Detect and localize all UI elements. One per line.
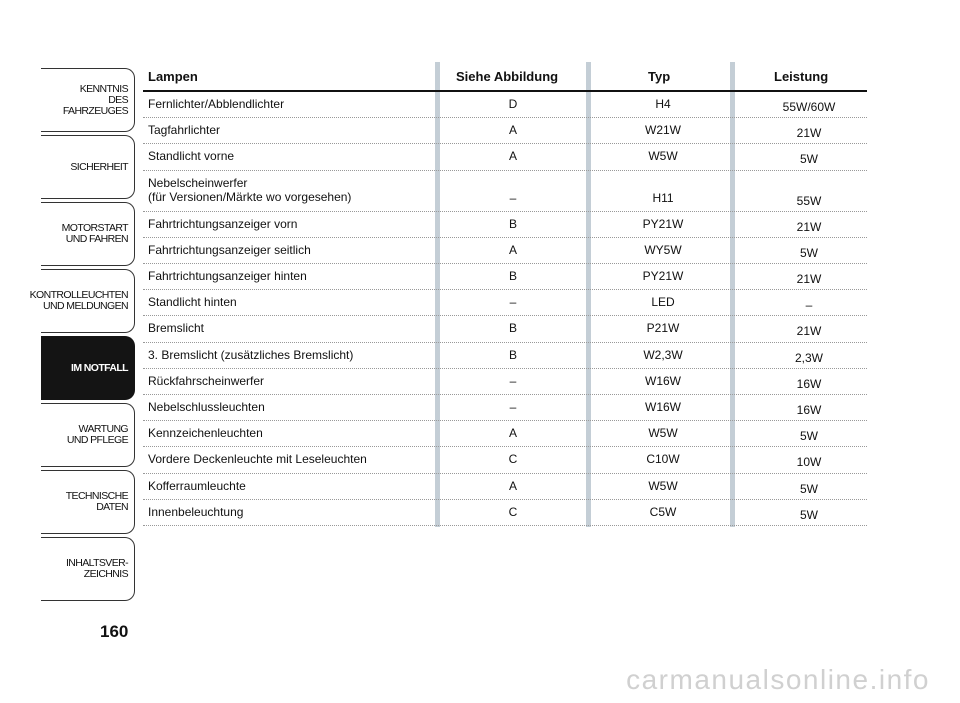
lamp-type: W16W bbox=[645, 400, 681, 414]
figure-ref: B bbox=[508, 216, 517, 231]
lamp-name: Fernlichter/Abblendlichter bbox=[148, 97, 285, 111]
tab-sicherheit[interactable]: SICHERHEIT bbox=[41, 135, 135, 199]
lamp-power: 10W bbox=[796, 455, 822, 470]
table-row bbox=[143, 211, 867, 238]
lamp-power: 5W bbox=[800, 245, 818, 260]
lamp-type: W16W bbox=[645, 373, 681, 388]
lamp-name: Fahrtrichtungsanzeiger vorn bbox=[148, 216, 298, 231]
table-row bbox=[143, 263, 867, 290]
lamp-name: Tagfahrlichter bbox=[148, 123, 221, 138]
lamp-name: Innenbeleuchtung bbox=[148, 504, 244, 519]
header-siehe-abbildung: Siehe Abbildung bbox=[456, 69, 559, 84]
lamp-power: 21W bbox=[796, 219, 822, 234]
lamp-name: Kennzeichenleuchten bbox=[148, 426, 263, 441]
lamp-name: Nebelschlussleuchten bbox=[148, 400, 265, 414]
lamp-power: 5W bbox=[800, 507, 818, 522]
lamp-power: 21W bbox=[796, 324, 822, 339]
figure-ref: – bbox=[509, 190, 517, 205]
lamp-name: Rückfahrscheinwerfer bbox=[148, 373, 265, 388]
lamp-name: Kofferraumleuchte bbox=[148, 478, 246, 493]
tab-motorstart-und-fahren[interactable]: MOTORSTART UND FAHREN bbox=[41, 202, 135, 266]
figure-ref: A bbox=[508, 149, 517, 164]
header-typ: Typ bbox=[648, 69, 671, 84]
lamp-power: 21W bbox=[796, 272, 822, 286]
lamp-power: 16W bbox=[796, 403, 822, 417]
lamp-name: Standlicht vorne bbox=[148, 149, 235, 164]
lamp-name: 3. Bremslicht (zusätzliches Bremslicht) bbox=[148, 347, 354, 362]
lamp-type: LED bbox=[651, 295, 675, 310]
figure-ref: – bbox=[509, 295, 517, 310]
lamp-name: Bremslicht bbox=[148, 321, 205, 336]
lamp-type: C5W bbox=[649, 504, 677, 519]
lamp-name: Fahrtrichtungsanzeiger hinten bbox=[148, 269, 307, 283]
tab-kenntnis-des-fahrzeuges[interactable]: KENNTNIS DES FAHRZEUGES bbox=[41, 68, 135, 132]
lamp-type: W2,3W bbox=[643, 347, 683, 362]
header-leistung: Leistung bbox=[774, 69, 829, 84]
figure-ref: C bbox=[508, 504, 518, 519]
table-row bbox=[143, 117, 867, 144]
figure-ref: D bbox=[508, 97, 518, 111]
lamp-type: W5W bbox=[648, 478, 678, 493]
table-row bbox=[143, 394, 867, 421]
lamp-power: 5W bbox=[800, 429, 818, 444]
lamp-power: 2,3W bbox=[794, 350, 823, 365]
watermark-text: carmanualsonline.info bbox=[626, 664, 930, 695]
lamp-name: Standlicht hinten bbox=[148, 295, 237, 310]
lamp-table bbox=[143, 62, 867, 528]
table-row bbox=[143, 368, 867, 395]
lamp-power: 5W bbox=[800, 152, 818, 167]
tab-kontrolleuchten-und-meldungen[interactable]: KONTROLLEUCHTEN UND MELDUNGEN bbox=[41, 269, 135, 333]
page-number: 160 bbox=[100, 622, 129, 641]
tab-inhaltsverzeichnis[interactable]: INHALTSVER- ZEICHNIS bbox=[41, 537, 135, 601]
lamp-type: W5W bbox=[648, 149, 678, 164]
lamp-type: H11 bbox=[652, 190, 674, 205]
tab-wartung-und-pflege[interactable]: WARTUNG UND PFLEGE bbox=[41, 403, 135, 467]
table-row bbox=[143, 342, 867, 369]
header-lampen: Lampen bbox=[148, 69, 198, 84]
lamp-type: W21W bbox=[645, 123, 681, 138]
table-header bbox=[143, 62, 867, 92]
lamp-power: 21W bbox=[796, 126, 822, 141]
figure-ref: – bbox=[509, 373, 517, 388]
figure-ref: B bbox=[508, 269, 517, 283]
figure-ref: B bbox=[508, 321, 517, 336]
table-row bbox=[143, 170, 867, 212]
table-row bbox=[143, 420, 867, 447]
lamp-name: Nebelscheinwerfer (für Versionen/Märkte wo vorgesehen) bbox=[148, 175, 352, 204]
lamp-type: W5W bbox=[648, 426, 678, 441]
lamp-power: 16W bbox=[796, 376, 822, 391]
table-row bbox=[143, 143, 867, 170]
lamp-type: PY21W bbox=[642, 269, 684, 283]
table-row bbox=[143, 315, 867, 342]
figure-ref: A bbox=[508, 478, 517, 493]
tab-technische-daten[interactable]: TECHNISCHE DATEN bbox=[41, 470, 135, 534]
lamp-power: 5W bbox=[800, 481, 818, 496]
lamp-type: WY5W bbox=[644, 242, 682, 257]
tab-im-notfall[interactable]: IM NOTFALL bbox=[41, 336, 135, 400]
lamp-type: H4 bbox=[655, 97, 671, 111]
table-row bbox=[143, 499, 867, 526]
figure-ref: C bbox=[508, 452, 518, 467]
lamp-power: – bbox=[805, 298, 813, 313]
lamp-name: Fahrtrichtungsanzeiger seitlich bbox=[148, 242, 311, 257]
lamp-power: 55W bbox=[796, 193, 822, 208]
figure-ref: A bbox=[508, 242, 517, 257]
figure-ref: A bbox=[508, 426, 517, 441]
lamp-type: P21W bbox=[646, 321, 680, 336]
figure-ref: – bbox=[509, 400, 517, 414]
section-tabs bbox=[29, 68, 135, 604]
lamp-name: Vordere Deckenleuchte mit Leseleuchten bbox=[148, 452, 367, 467]
lamp-type: PY21W bbox=[642, 216, 684, 231]
table-row bbox=[143, 237, 867, 264]
figure-ref: B bbox=[508, 347, 517, 362]
table-row bbox=[143, 473, 867, 500]
lamp-power: 55W/60W bbox=[782, 100, 836, 114]
table-row bbox=[143, 289, 867, 316]
lamp-type: C10W bbox=[646, 452, 680, 467]
table-row bbox=[143, 446, 867, 473]
figure-ref: A bbox=[508, 123, 517, 138]
table-row bbox=[143, 91, 867, 118]
